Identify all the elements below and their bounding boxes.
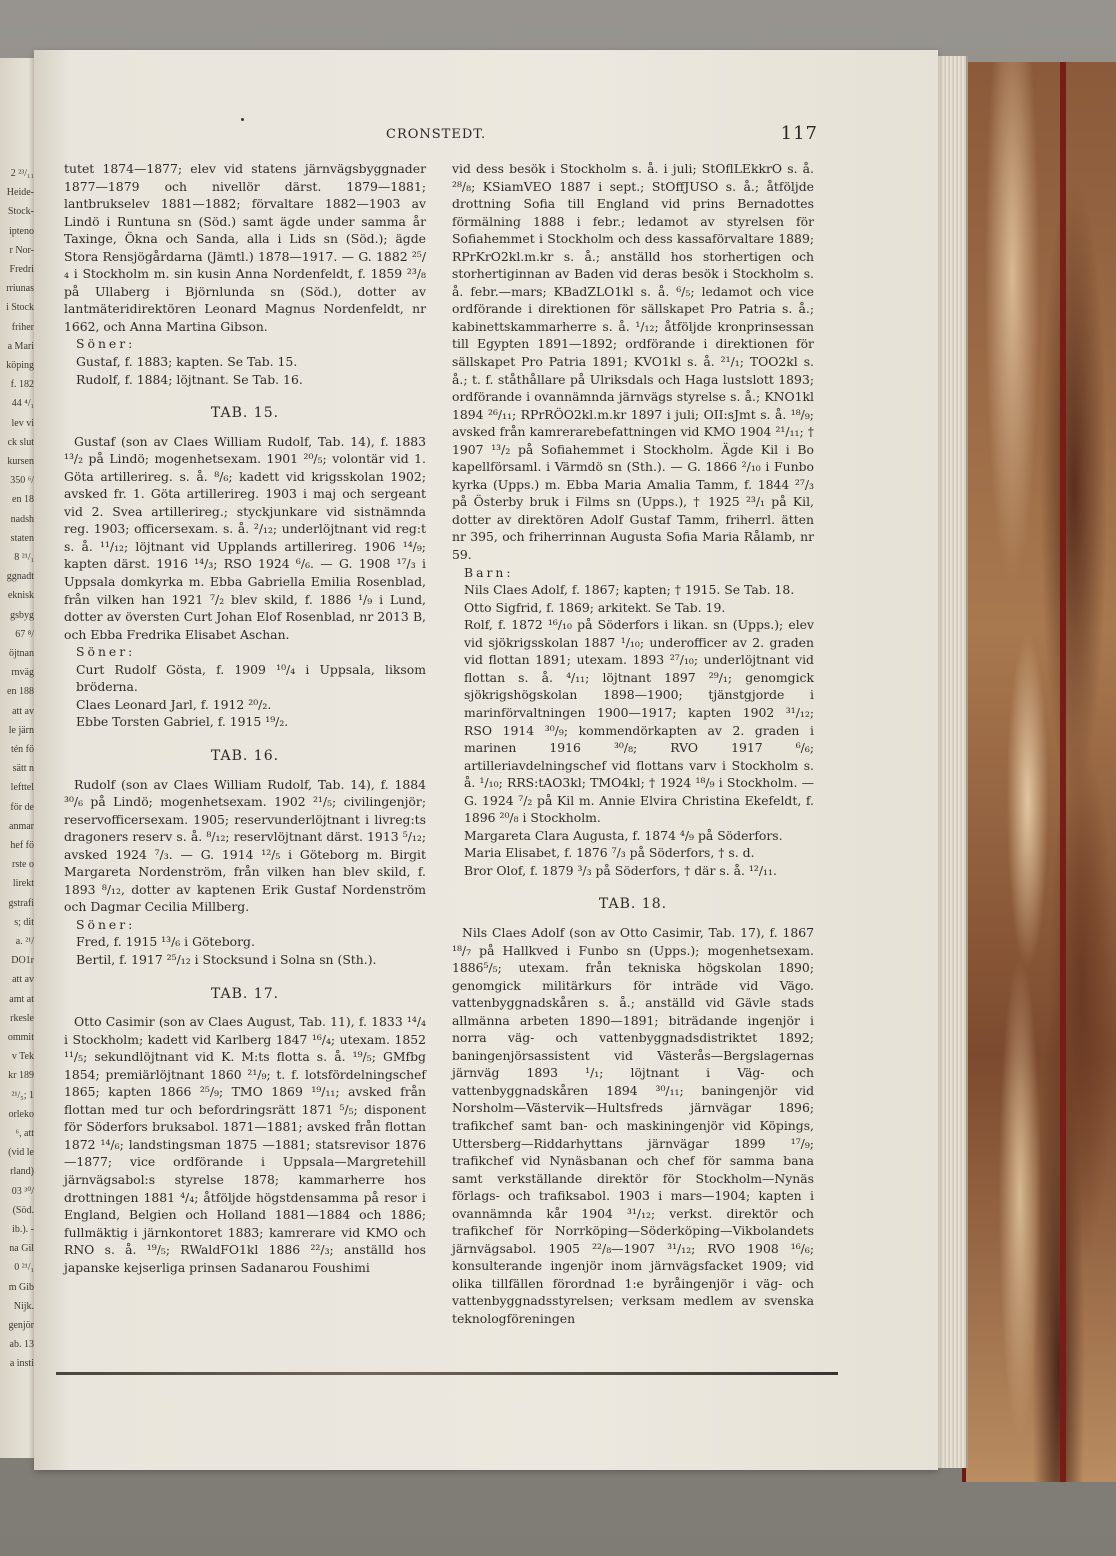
left-margin-fragment: rland) xyxy=(10,1166,34,1178)
child-entry: Fred, f. 1915 ¹³/₆ i Göteborg. xyxy=(76,934,255,950)
book-cover-marbled xyxy=(962,62,1116,1482)
table-heading: TAB. 15. xyxy=(210,405,280,422)
left-margin-fragment: v Tek xyxy=(11,1051,34,1063)
left-margin-fragment: lefttel xyxy=(10,782,34,794)
left-column xyxy=(64,160,426,1276)
child-entry: Bertil, f. 1917 ²⁵/₁₂ i Stocksund i Solna sn (Sth.). xyxy=(76,951,377,967)
left-margin-fragment: Stock- xyxy=(7,206,34,218)
children-label: Barn: xyxy=(464,564,514,580)
bottom-rule xyxy=(56,1372,838,1375)
child-entry: Gustaf, f. 1883; kapten. Se Tab. 15. xyxy=(76,354,298,370)
biography-paragraph: Gustaf (son av Claes William Rudolf, Tab. 14), f. 1883 ¹³/₂ på Lindö; mogenhetsexam. 1901 ²⁰/₅; volontär vid 1. Göta artillerireg. s. å. ⁸/₆; kadett vid krigsskolan 1902; avsked fr. 1. Göta artillerireg. 1903 i maj och sergeant vid 2. Svea artillerireg.; styckjunkare vid sistnämnda reg. 1903; officersexam. s. å. ²/₁₂; underlöjtnant vid reg:t s. å. ¹¹/₁₂; löjtnant vid Upplands artillerireg. 1906 ¹⁴/₉; kapten därst. 1916 ¹⁴/₃; RSO 1924 ⁶/₆. — G. 1908 ¹⁷/₃ i Uppsala domkyrka m. Ebba Gabriella Emilia Rosenblad, från vilken han 1921 ⁷/₂ blev skild, f. 1886 ¹/₉ i Lund, dotter av översten Curt Johan Elof Rosenblad, nr 2013 B, och Ebba Fredrika Elisabet Aschan. xyxy=(64,433,426,642)
left-margin-fragment: ggnadt xyxy=(6,571,34,583)
left-margin-fragment: 2 ²³/₁₁ xyxy=(10,168,34,179)
children-label: Söner: xyxy=(76,916,136,932)
left-margin-fragment: i Stock xyxy=(5,302,34,314)
left-margin-fragment: ommit xyxy=(7,1032,34,1043)
child-entry: Curt Rudolf Gösta, f. 1909 ¹⁰/₄ i Uppsala, liksom bröderna. xyxy=(76,661,426,695)
child-entry: Margareta Clara Augusta, f. 1874 ⁴/₉ på Söderfors. xyxy=(464,827,783,843)
left-margin-fragment: a insti xyxy=(9,1358,34,1370)
child-entry: Nils Claes Adolf, f. 1867; kapten; † 1915. Se Tab. 18. xyxy=(464,582,795,598)
left-margin-fragment: kursen xyxy=(7,456,34,467)
left-margin-fragment: 0 ²¹/₁ xyxy=(14,1262,34,1274)
left-margin-fragment: Nijk. xyxy=(13,1300,34,1312)
left-margin-fragment: 44 ⁴/₁ xyxy=(11,398,34,410)
children-label: Söner: xyxy=(76,336,136,352)
left-margin-fragment: en 188 xyxy=(7,686,34,698)
biography-continuation: vid dess besök i Stockholm s. å. i juli; StOflLEkkrO s. å. ²⁸/₈; KSiamVEO 1887 i sept.; StOffJUSO s. å.; åtföljde drottning Sofia till England vid prins Bernadottes förmälning 1888 i febr.; ledamot av styrelsen för Sofiahemmet i Stockholm och dess kassaförvaltare 1889; RPrKrO2kl.m.kr s. å.; anställd hos storhertigen och storhertiginnan av Baden vid deras besök i Stockholm s. å. febr.—mars; KBadZLO1kl s. å. ⁶/₅; ledamot och vice ordförande i direktionen för sällskapet Pro Patria s. å.; kabinettskammarherre s. å. ¹/₁₂; åtföljde kronprinsessan till Egypten 1891—1892; ordförande i direktionen för sällskapet Pro Patria 1891; KVO1kl s. å. ²¹/₁; TOO2kl s. å.; t. f. ståthållare på Ulriksdals och Haga lustslott 1893; ordförande i ovannämnda järnvägs styrelse s. å.; KNO1kl 1894 ²⁶/₁₁; RPrRÖO2kl.m.kr 1897 i juli; OII:sJmt s. å. ¹⁸/₉; avsked från kamrerarebefattningen vid KMO 1904 ²¹/₁₁; † 1907 ¹³/₂ på Sofiahemmet i Stockholm. Ägde Kil i Bo kapellförsaml. i Värmdö sn (Sth.). — G. 1866 ²/₁₀ i Funbo kyrka (Upps.) m. Ebba Maria Amalia Tamm, f. 1844 ²⁷/₃ på Österby bruk i Films sn (Upps.), † 1925 ²³/₁ på Kil, dotter av direktören Adolf Gustaf Tamm, friherrl. ätten nr 395, och friherrinnan Augusta Sofia Maria Rålamb, nr 59. xyxy=(452,161,814,563)
left-margin-fragment: ²¹/₅; 1 xyxy=(11,1089,34,1101)
left-margin-fragment: orleko xyxy=(8,1108,34,1120)
left-margin-fragment: le järn xyxy=(8,724,34,736)
left-margin-fragment: ib.). - xyxy=(12,1224,34,1235)
left-margin-fragment: gstrafi xyxy=(8,897,34,909)
left-margin-fragment: a Mari xyxy=(7,340,34,352)
left-margin-fragment: rste o xyxy=(12,859,34,871)
biography-continuation: tutet 1874—1877; elev vid statens järnvägsbyggnader 1877—1879 och nivellör därst. 1879—1881; lantbrukselev 1881—1882; förvaltare 1882—1903 av Lindö i Runtuna sn (Söd.) samt ägde under samma år Taxinge, Ökna och Sanda, alla i Lids sn (Söd.); ägde Stora Rensjögårdarna (Jämtl.) 1878—1917. — G. 1882 ²⁵/₄ i Stockholm m. sin kusin Anna Nordenfeldt, f. 1859 ²³/₈ på Ullaberg i Björnlunda sn (Söd.), dotter av lantmäteridirektören Leonard Magnus Nordenfeldt, nr 1662, och Anna Martina Gibson. xyxy=(64,161,426,334)
table-heading: TAB. 16. xyxy=(210,747,280,764)
left-margin-fragment: lirekt xyxy=(12,878,34,890)
left-margin-fragment: ab. 13 xyxy=(9,1339,34,1351)
child-entry: Rudolf, f. 1884; löjtnant. Se Tab. 16. xyxy=(76,371,303,387)
table-heading: TAB. 17. xyxy=(210,985,280,1002)
left-margin-fragment: (Söd. xyxy=(12,1204,34,1216)
left-margin-fragment: eknisk xyxy=(7,590,34,602)
left-margin-fragment: ⁶, att xyxy=(15,1128,34,1139)
left-margin-fragment: 03 ³⁰/ xyxy=(11,1185,34,1197)
left-margin-fragment: Heide- xyxy=(6,187,34,199)
child-entry: Maria Elisabet, f. 1876 ⁷/₃ på Söderfors, † s. d. xyxy=(464,845,755,861)
child-entry: Bror Olof, f. 1879 ³/₃ på Söderfors, † där s. å. ¹²/₁₁. xyxy=(464,862,777,878)
left-margin-fragment: ck slut xyxy=(7,436,34,448)
right-column xyxy=(452,160,814,1328)
left-margin-fragment: Fredri xyxy=(9,264,34,275)
biography-paragraph: Rudolf (son av Claes William Rudolf, Tab. 14), f. 1884 ³⁰/₆ på Lindö; mogenhetsexam. 1902 ²¹/₅; civilingenjör; reservofficersexam. 1905; reservunderlöjtnant i livreg:ts dragoners reserv s. å. ⁸/₁₂; reservlöjtnant därst. 1913 ⁵/₁₂; avsked 1924 ⁷/₃. — G. 1914 ¹²/₅ i Göteborg m. Birgit Margareta Nordenström, från vilken han blev skild, f. 1893 ⁸/₁₂, dotter av kaptenen Erik Gustaf Nordenström och Dagmar Cecilia Millberg. xyxy=(64,776,426,915)
left-margin-fragment: friher xyxy=(11,321,34,333)
left-margin-fragment: a. ²¹/ xyxy=(15,936,34,947)
left-margin-fragment: m Gib xyxy=(8,1281,34,1293)
left-margin-fragment: genjör xyxy=(8,1320,34,1331)
left-margin-fragment: att av xyxy=(12,974,34,986)
left-margin-fragment: lev vi xyxy=(11,417,34,429)
left-margin-fragment: s; dit xyxy=(14,916,34,928)
table-heading: TAB. 18. xyxy=(598,896,668,913)
left-margin-fragment: ipteno xyxy=(9,225,34,237)
left-margin-fragment: för de xyxy=(10,801,34,813)
left-margin-fragment: kr 189 xyxy=(8,1070,34,1082)
book-spine-edge xyxy=(1060,62,1066,1482)
left-margin-fragment: 8 ²¹/₁ xyxy=(14,552,34,563)
left-margin-fragment: rkesle xyxy=(10,1012,34,1024)
left-margin-fragment: anmar xyxy=(9,820,34,832)
biography-paragraph: Nils Claes Adolf (son av Otto Casimir, Tab. 17), f. 1867 ¹⁸/₇ på Hallkved i Funbo sn (Upps.); mogenhetsexam. 1886⁵/₅; utexam. från tekniska högskolan 1890; genomgick militärkurs för inträde vid Vägo. vattenbyggnadskåren s. å.; anställd vid Gävle stads allmänna arbeten 1890—1891; biträdande ingenjör i norra väg- och vattenbyggnadsdistriktet 1892; baningenjörsassistent vid Västerås—Bergslagernas järnväg 1893 ¹/₁; löjtnant i Väg- och vattenbyggnadskåren 1894 ³⁰/₁₁; baningenjör vid Norsholm—Västervik—Hultsfreds järnvägar 1896; trafikchef samt ban- och maskiningenjör vid Köpings, Uttersberg—Riddarhyttans järnvägar 1899 ¹⁷/₉; trafikchef vid Nynäsbanan och chef för samma bana samt verkställande direktör för Stockholm—Nynäs förlags- och trafiksabol. 1903 i mars—1904; kapten i ovannämnda kår 1904 ³¹/₁₂; verkst. direktör och trafikchef för Norrköping—Söderköping—Vikbolandets järnvägsabol. 1905 ²²/₈—1907 ³¹/₁₂; RVO 1908 ¹⁶/₆; konsulterande ingenjör inom järnvägsfacket 1909; vid olika tillfällen förordnad 1:e byråingenjör i väg- och vattenbyggnadsstyrelsen; verksam medlem av svenska teknologföreningen xyxy=(452,924,814,1326)
page-header xyxy=(56,123,818,145)
left-margin-fragment: (vid le xyxy=(8,1147,34,1159)
left-margin-fragment: amt at xyxy=(9,993,34,1005)
left-margin-fragment: na Gil xyxy=(9,1243,34,1255)
left-margin-fragment: sätt n xyxy=(12,763,34,775)
children-label: Söner: xyxy=(76,644,136,660)
left-margin-fragment: hef fö xyxy=(10,840,34,851)
child-entry: Otto Sigfrid, f. 1869; arkitekt. Se Tab. 19. xyxy=(464,599,726,615)
left-margin-fragment: 67 ⁸/ xyxy=(15,628,34,640)
left-margin-fragment: f. 182 xyxy=(10,379,34,391)
child-entry: Claes Leonard Jarl, f. 1912 ²⁰/₂. xyxy=(76,696,272,712)
left-margin-fragment: en 18 xyxy=(12,494,34,506)
left-margin-fragment: nadsh xyxy=(10,513,34,525)
running-title: CRONSTEDT. xyxy=(386,127,487,142)
child-entry: Rolf, f. 1872 ¹⁶/₁₀ på Söderfors i likan. sn (Upps.); elev vid sjökrigsskolan 1887 ¹/₁₀; underofficer av 2. graden vid flottan 1891; utexam. 1893 ²⁷/₁₀; underlöjtnant vid flottan s. å. ⁴/₁₁; löjtnant 1897 ²⁹/₁; genomgick sjökrigshögskolan 1898—1900; tjänstgjorde i marinförvaltningen 1900—1917; kapten 1902 ³¹/₁₂; RSO 1914 ³⁰/₉; kommendörkapten av 2. graden i marinen 1916 ³⁰/₈; RVO 1917 ⁶/₆; artilleriavdelningschef vid flottans varv i Stockholm s. å. ¹/₁₀; RRS:tAO3kl; TMO4kl; † 1924 ¹⁸/₉ i Stockholm. — G. 1924 ⁷/₂ på Kil m. Annie Elvira Christina Ekefeldt, f. 1896 ²⁰/₈ i Stockholm. xyxy=(464,617,814,826)
biography-paragraph: Otto Casimir (son av Claes August, Tab. 11), f. 1833 ¹⁴/₄ i Stockholm; kadett vid Karlberg 1847 ¹⁶/₄; utexam. 1852 ¹¹/₅; sekundlöjtnant vid K. M:ts flotta s. å. ¹⁹/₅; GMfbg 1854; premiärlöjtnant 1860 ²¹/₉; t. f. lotsfördelningschef 1865; kapten 1866 ²⁵/₉; TMO 1869 ¹⁹/₁₁; avsked från flottan med tur och befordringsrätt 1871 ⁵/₅; disponent för Söderfors bruksabol. 1871—1881; avsked från flottan 1872 ¹⁴/₆; landstingsman 1875 —1881; statsrevisor 1876—1877; vice ordförande i Uppsala—Margretehill järnvägsabol:s styrelse 1878; kammarherre hos drottningen 1881 ⁴/₄; åtföljde högstdensamma på resor i England, Belgien och Holland 1881—1884 och 1886; fullmäktig i järnkontoret 1883; kamrerare vid KMO och RNO s. å. ¹⁹/₅; RWaldFO1kl 1886 ²²/₃; anställd hos japanske kejserliga prinsen Sadanarou Foushimi xyxy=(64,1014,426,1275)
ink-mark xyxy=(241,118,244,121)
child-entry: Ebbe Torsten Gabriel, f. 1915 ¹⁹/₂. xyxy=(76,714,289,730)
left-margin-fragment: öjtnan xyxy=(9,648,34,659)
left-margin-fragment: rriunas xyxy=(6,283,34,295)
left-margin-fragment: gsbyg xyxy=(10,609,34,621)
left-margin-fragment: att av xyxy=(12,705,34,717)
left-margin-fragment: staten xyxy=(10,532,34,544)
left-margin-fragment: tén fö xyxy=(10,744,34,755)
left-margin-fragment: 350 ⁶/ xyxy=(10,475,34,487)
left-margin-fragment: r Nor- xyxy=(9,244,34,256)
left-margin-fragment: DO1r xyxy=(11,955,34,967)
page-number: 117 xyxy=(780,123,818,144)
left-margin-fragment: rnväg xyxy=(11,667,34,679)
left-margin-fragment: köping xyxy=(6,360,34,371)
